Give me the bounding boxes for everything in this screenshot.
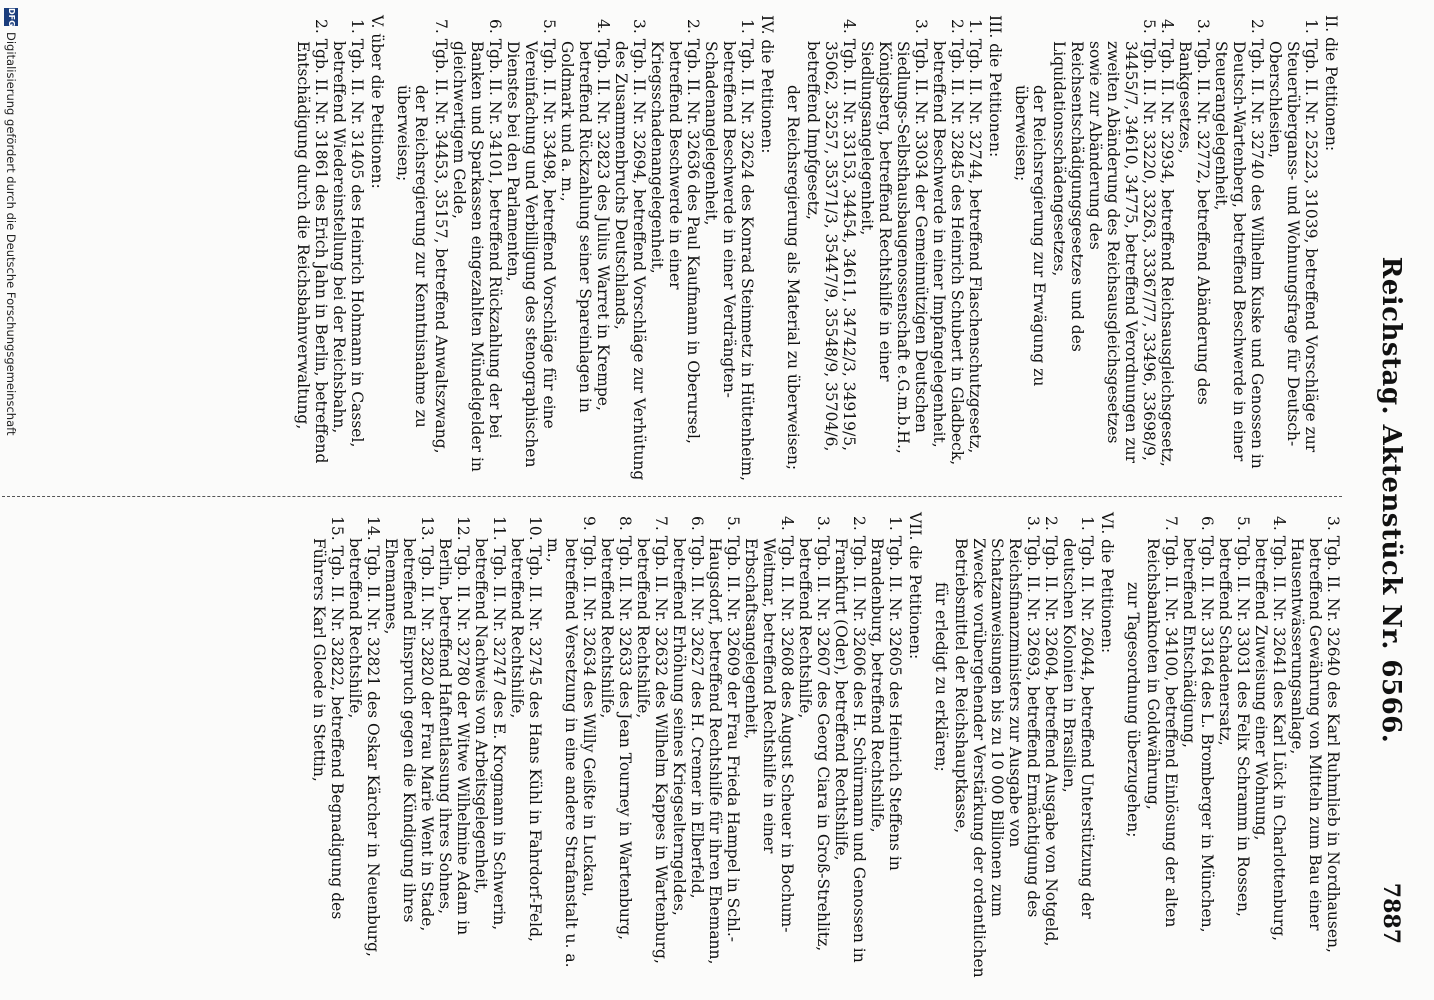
petition-item: 5. Tgb. II. Nr. 33498, betreffend Vorschläge für eine Vereinfachung und Verbilligung des stenographischen Dienstes bei den Parlamenten,	[504, 19, 558, 468]
resolution-text: zur Tagesordnung überzugehen;	[1124, 582, 1142, 838]
petition-item: 15. Tgb. II. Nr. 32822, betreffend Begnadigung des Führers Karl Gloede in Stettin,	[310, 516, 346, 920]
petition-item: 2. Tgb. II. Nr. 31861 des Erich Jahn in Berlin, betreffend Entschädigung durch die Reichsbahnverwaltung,	[294, 19, 330, 464]
petition-item: 9. Tgb. II. Nr. 32634 des Willy Geißte in Luckau, betreffend Versetzung in eine andere Strafanstalt u. a. m.,	[544, 516, 598, 968]
petition-item: 3. Tgb. II. Nr. 32607 des Georg Ciara in Groß-Strehlitz, betreffend Rechtshilfe,	[796, 516, 832, 952]
petition-item: 1. Tgb. II. Nr. 26044, betreffend Unterstützung der deutschen Kolonien in Brasilien,	[1060, 516, 1096, 919]
petition-item: 1. Tgb. II. Nr. 32605 des Heinrich Steffens in Brandenburg, betreffend Rechtshilfe,	[868, 516, 904, 871]
petition-item: 1. Tgb. II. Nr. 32624 des Konrad Steinmetz in Hüttenheim, betreffend Beschwerde in einer Verdrängten-Schadenangelegenheit,	[702, 19, 756, 482]
resolution-text: der Reichsregierung zur Kenntnisnahme zu überweisen;	[394, 85, 430, 428]
page-header	[1374, 20, 1406, 980]
petition-item: 1. Tgb. II. Nr. 32744, betreffend Flaschenschutzgesetz,	[966, 19, 984, 454]
section-heading: VI. die Petitionen:	[1098, 512, 1116, 654]
page-number: 7887	[1378, 882, 1404, 944]
dfg-logo: DFG	[4, 8, 18, 26]
section-heading: VII. die Petitionen:	[906, 512, 924, 660]
petition-item: 3. Tgb. II. Nr. 33034 der Gemeinnützigen Deutschen Siedlungs-Selbsthausbaugenossenschaft e.G.m.b.H., Königsberg, betreffend Rechtshilfe in einer Siedlungsangelegenheit,	[858, 19, 930, 454]
petition-item: 12. Tgb. II. Nr. 32780 der Witwe Wilhelmine Adam in Berlin, betreffend Haftentlassung ihres Sohnes,	[436, 516, 472, 936]
petition-item: 8. Tgb. II. Nr. 32633 des Jean Tourney in Wartenburg, betreffend Rechtshilfe,	[598, 516, 634, 941]
petition-item: 5. Tgb. II. Nr. 32609 der Frau Frieda Hampel in Schl.-Haugsdorf, betreffend Rechtshilfe für ihren Ehemann,	[706, 516, 742, 965]
petition-item: 7. Tgb. II. Nr. 32632 des Wilhelm Kappes in Wartenburg, betreffend Rechtshilfe,	[634, 516, 670, 964]
petition-item: 13. Tgb. II. Nr. 32820 der Frau Marie Went in Stade, betreffend Einspruch gegen die Kündigung ihres Ehemannes,	[382, 516, 436, 932]
page-footer	[0, 0, 22, 1000]
column-divider	[2, 496, 1342, 497]
section-heading: II. die Petitionen:	[1322, 15, 1340, 152]
petition-item: 4. Tgb. II. Nr. 32823 des Julius Warret in Krempe, betreffend Rückzahlung seiner Spareinlagen in Goldmark und a. m.,	[558, 19, 612, 413]
petition-item: 3. Tgb. II. Nr. 32693, betreffend Ermächtigung des Reichsfinanzministers zur Ausgabe von Schatzanweisungen bis zu 10 000 Billionen zum Zwecke vorübergehender Verstärkung der ordentlichen Betriebsmittel der Reichshauptkasse,	[952, 516, 1042, 978]
petition-item: 7. Tgb. II. Nr. 34100, betreffend Einlösung der alten Reichsbanknoten in Goldwährung,	[1144, 516, 1180, 928]
petition-item: 4. Tgb. II. Nr. 33153, 34454, 34611, 34742/3, 34919/5, 35062, 35257, 35371/3, 35447/9, 35548/9, 35704/6, betreffend Impfgesetz,	[804, 19, 858, 452]
resolution-text: der Reichsregierung zur Erwägung zu überweisen;	[1012, 85, 1048, 387]
left-column	[294, 15, 1342, 485]
petition-item: 6. Tgb. II. Nr. 32627 des H. Cremer in Elberfeld, betreffend Erhöhung seines Kriegselterngeldes,	[670, 516, 706, 916]
petition-item: 2. Tgb. II. Nr. 32636 des Paul Kaufmann in Oberursel, betreffend Beschwerde in einer Kriegsschadenangelegenheit,	[648, 19, 702, 444]
petition-item: 2. Tgb. II. Nr. 32845 des Heinrich Schubert in Gladbeck, betreffend Beschwerde in einer Impfangelegenheit,	[930, 19, 966, 466]
petition-item: 4. Tgb. II. Nr. 32934, betreffend Reichsausgleichsgesetz,	[1158, 19, 1176, 467]
section-heading: III. die Petitionen:	[986, 15, 1004, 158]
right-column	[310, 512, 1342, 982]
petition-item: 6. Tgb. II. Nr. 33164 des L. Bromberger in München, betreffend Entschädigung,	[1180, 516, 1216, 933]
petition-item: 4. Tgb. II. Nr. 32608 des August Scheuer in Bochum-Weitmar, betreffend Rechtshilfe in einer Erbschaftsangelegenheit,	[742, 516, 796, 933]
resolution-text: der Reichsregierung als Material zu überweisen;	[784, 85, 802, 471]
petition-item: 7. Tgb. II. Nr. 34453, 35157, betreffend Anwaltszwang,	[432, 19, 450, 454]
petition-item: 5. Tgb. II. Nr. 33031 des Felix Schramm in Rossen, betreffend Schadenersatz,	[1216, 516, 1252, 917]
petition-item: 2. Tgb. II. Nr. 32740 des Wilhelm Kuske und Genossen in Deutsch-Wartenberg, betreffend Beschwerde in einer Steuerangelegenheit,	[1212, 19, 1266, 469]
petition-item: 3. Tgb. II. Nr. 32694, betreffend Vorschläge zur Verhütung des Zusammenbruchs Deutschlands,	[612, 19, 648, 481]
section-heading: V. über die Petitionen:	[368, 15, 386, 189]
petition-item: 5. Tgb. II. Nr. 33220, 33263, 33367/77, 33496, 33698/9, 34455/7, 34610, 34775, betreffend Verordnungen zur zweiten Abänderung des Reichsausgleichsgesetzes sowie zur Abänderung des Reichsentschädigungsgesetzes und des Liquidationsschädengesetzes,	[1050, 19, 1158, 464]
petition-item: 4. Tgb. II. Nr. 32641 des Karl Lück in Charlottenburg, betreffend Zuweisung einer Wohnung,	[1252, 516, 1288, 942]
resolution-text: für erledigt zu erklären;	[932, 582, 950, 772]
petition-item: 6. Tgb. II. Nr. 34101, betreffend Rückzahlung der bei Banken und Sparkassen eingezahlten Mündelgelder in gleichwertigem Gelde,	[450, 19, 504, 472]
petition-item: 14. Tgb. II. Nr. 32821 des Oskar Kärcher in Neuenburg, betreffend Rechtshilfe,	[346, 516, 382, 957]
petition-item: 2. Tgb. II. Nr. 32604, betreffend Ausgabe von Notgeld,	[1042, 516, 1060, 947]
section-heading: IV. die Petitionen:	[758, 15, 776, 154]
petition-item: 1. Tgb. II. Nr. 25223, 31039, betreffend Vorschläge zur Steuerüberganss- und Wohnungsfrage für Deutsch-Oberschlesien,	[1266, 19, 1320, 453]
petition-item: 2. Tgb. II. Nr. 32606 des H. Schürmann und Genossen in Frankfurt (Oder), betreffend Rechtshilfe,	[832, 516, 868, 963]
petition-item: 10. Tgb. II. Nr. 32745 des Hans Kühl in Fahrdorf-Feld, betreffend Rechtshilfe,	[508, 516, 544, 942]
page-title: Reichstag. Aktenstück Nr. 6566.	[1376, 256, 1406, 744]
petition-item: 1. Tgb. II. Nr. 31405 des Heinrich Hohmann in Cassel, betreffend Wiedereinstellung bei der Reichsbahn,	[330, 19, 366, 448]
funding-note: Digitalisierung gefördert durch die Deutsche Forschungsgemeinschaft	[4, 32, 18, 436]
petition-item: 3. Tgb. II. Nr. 32640 des Karl Ruhmlieb in Nordhausen, betreffend Gewährung von Mitteln zum Bau einer Hausentwässerungsanlage,	[1288, 516, 1342, 953]
petition-item: 3. Tgb. II. Nr. 32772, betreffend Abänderung des Bankgesetzes,	[1176, 19, 1212, 405]
petition-item: 11. Tgb. II. Nr. 32747 des E. Krogmann in Schwerin, betreffend Nachweis von Arbeitsgelegenheit,	[472, 516, 508, 931]
